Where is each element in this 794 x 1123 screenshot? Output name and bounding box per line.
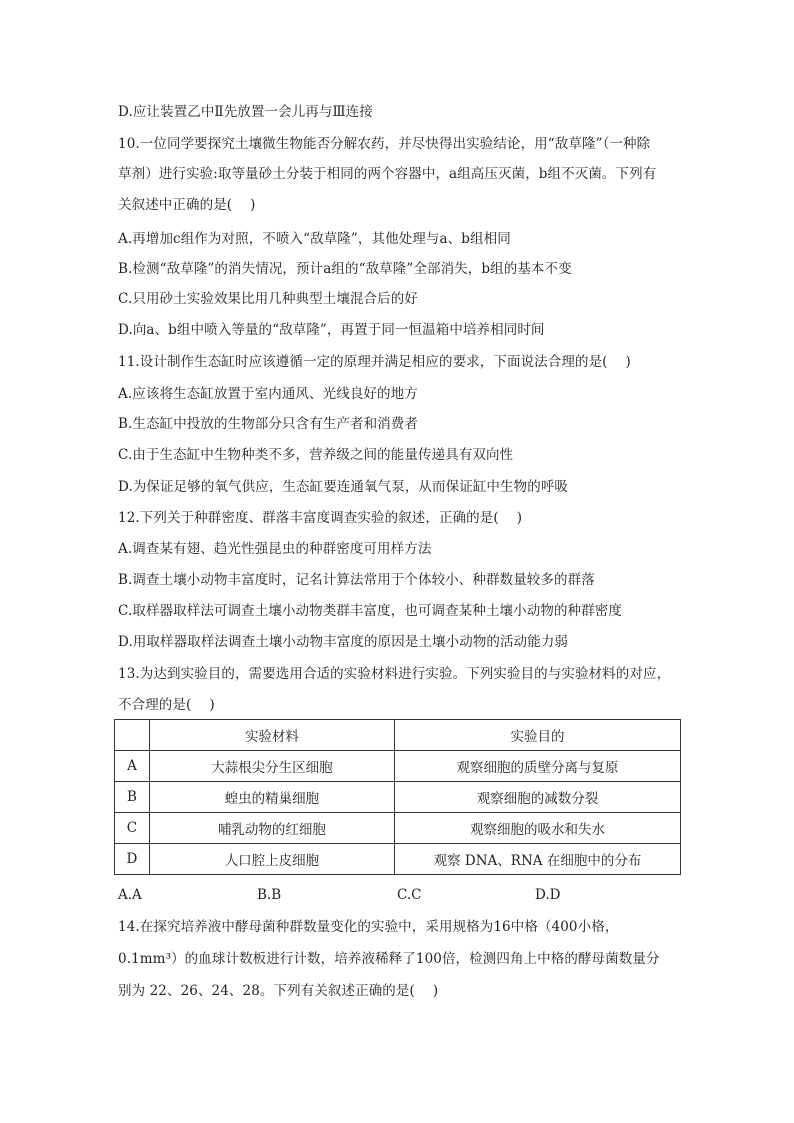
table-header-row [115, 720, 681, 751]
question-13-stem-line1: 13.为达到实验目的，需要选用合适的实验材料进行实验。下列实验目的与实验材料的对应， [118, 666, 671, 682]
option-11c: C.由于生态缸中生物种类不多，营养级之间的能量传递具有双向性 [118, 447, 514, 463]
experiment-table [114, 719, 681, 875]
table-row [115, 813, 681, 844]
table-header-cell: 实验材料 [149, 720, 394, 751]
table-cell: 蝗虫的精巢细胞 [149, 782, 394, 813]
option-10b: B.检测“敌草隆”的消失情况，预计a组的“敌草隆”全部消失，b组的基本不变 [118, 261, 572, 277]
table-header-cell [115, 720, 150, 751]
option-10c: C.只用砂土实验效果比用几种典型土壤混合后的好 [118, 291, 418, 307]
table-cell: 观察细胞的质壁分离与复原 [394, 751, 680, 782]
table-cell: B [115, 782, 150, 813]
option-11a: A.应该将生态缸放置于室内通风、光线良好的地方 [118, 386, 418, 402]
question-14-stem-line2: 0.1mm³）的血球计数板进行计数，培养液稀释了100倍，检测四角上中格的酵母菌数量分 [118, 951, 660, 967]
option-12d: D.用取样器取样法调查土壤小动物丰富度的原因是土壤小动物的活动能力弱 [118, 634, 569, 650]
table-cell: C [115, 813, 150, 844]
table-row [115, 751, 681, 782]
choice-c: C.C [397, 887, 422, 903]
table-cell: A [115, 751, 150, 782]
question-10-stem-line1: 10.一位同学要探究土壤微生物能否分解农药，并尽快得出实验结论，用“敌草隆”（一种除 [118, 136, 651, 152]
table-cell: 人口腔上皮细胞 [149, 844, 394, 875]
choice-b: B.B [257, 887, 282, 903]
table-cell: 大蒜根尖分生区细胞 [149, 751, 394, 782]
question-11-stem: 11.设计制作生态缸时应该遵循一定的原理并满足相应的要求，下面说法合理的是( ) [118, 354, 631, 370]
table-header-cell: 实验目的 [394, 720, 680, 751]
question-13-stem-line2: 不合理的是( ) [118, 697, 215, 713]
option-11d: D.为保证足够的氧气供应，生态缸要连通氧气泵，从而保证缸中生物的呼吸 [118, 479, 569, 495]
question-10-stem-line3: 关叙述中正确的是( ) [118, 197, 256, 213]
table-row [115, 844, 681, 875]
question-14-stem-line1: 14.在探究培养液中酵母菌种群数量变化的实验中，采用规格为16中格（400小格， [118, 919, 619, 935]
option-11b: B.生态缸中投放的生物部分只含有生产者和消费者 [118, 416, 419, 432]
question-10-stem-line2: 草剂）进行实验:取等量砂土分装于相同的两个容器中，a组高压灭菌，b组不灭菌。下列有 [118, 166, 657, 182]
table-cell: D [115, 844, 150, 875]
table-cell: 哺乳动物的红细胞 [149, 813, 394, 844]
option-10d: D.向a、b组中喷入等量的“敌草隆”，再置于同一恒温箱中培养相同时间 [118, 322, 545, 338]
table-row [115, 782, 681, 813]
option-12c: C.取样器取样法可调查土壤小动物类群丰富度，也可调查某种土壤小动物的种群密度 [118, 603, 622, 619]
choice-d: D.D [535, 887, 561, 903]
option-9d: D.应让装置乙中Ⅱ先放置一会儿再与Ⅲ连接 [118, 104, 373, 120]
table-cell: 观察细胞的减数分裂 [394, 782, 680, 813]
table-cell: 观察细胞的吸水和失水 [394, 813, 680, 844]
table-cell: 观察 DNA、RNA 在细胞中的分布 [394, 844, 680, 875]
option-10a: A.再增加c组作为对照，不喷入“敌草隆”，其他处理与a、b组相同 [118, 231, 511, 247]
option-12a: A.调查某有翅、趋光性强昆虫的种群密度可用样方法 [118, 541, 432, 557]
option-12b: B.调查土壤小动物丰富度时，记名计算法常用于个体较小、种群数量较多的群落 [118, 572, 595, 588]
question-12-stem: 12.下列关于种群密度、群落丰富度调查实验的叙述，正确的是( ) [118, 510, 523, 526]
question-14-stem-line3: 别为 22、26、24、28。下列有关叙述正确的是( ) [118, 983, 439, 999]
choice-a: A.A [118, 887, 142, 903]
